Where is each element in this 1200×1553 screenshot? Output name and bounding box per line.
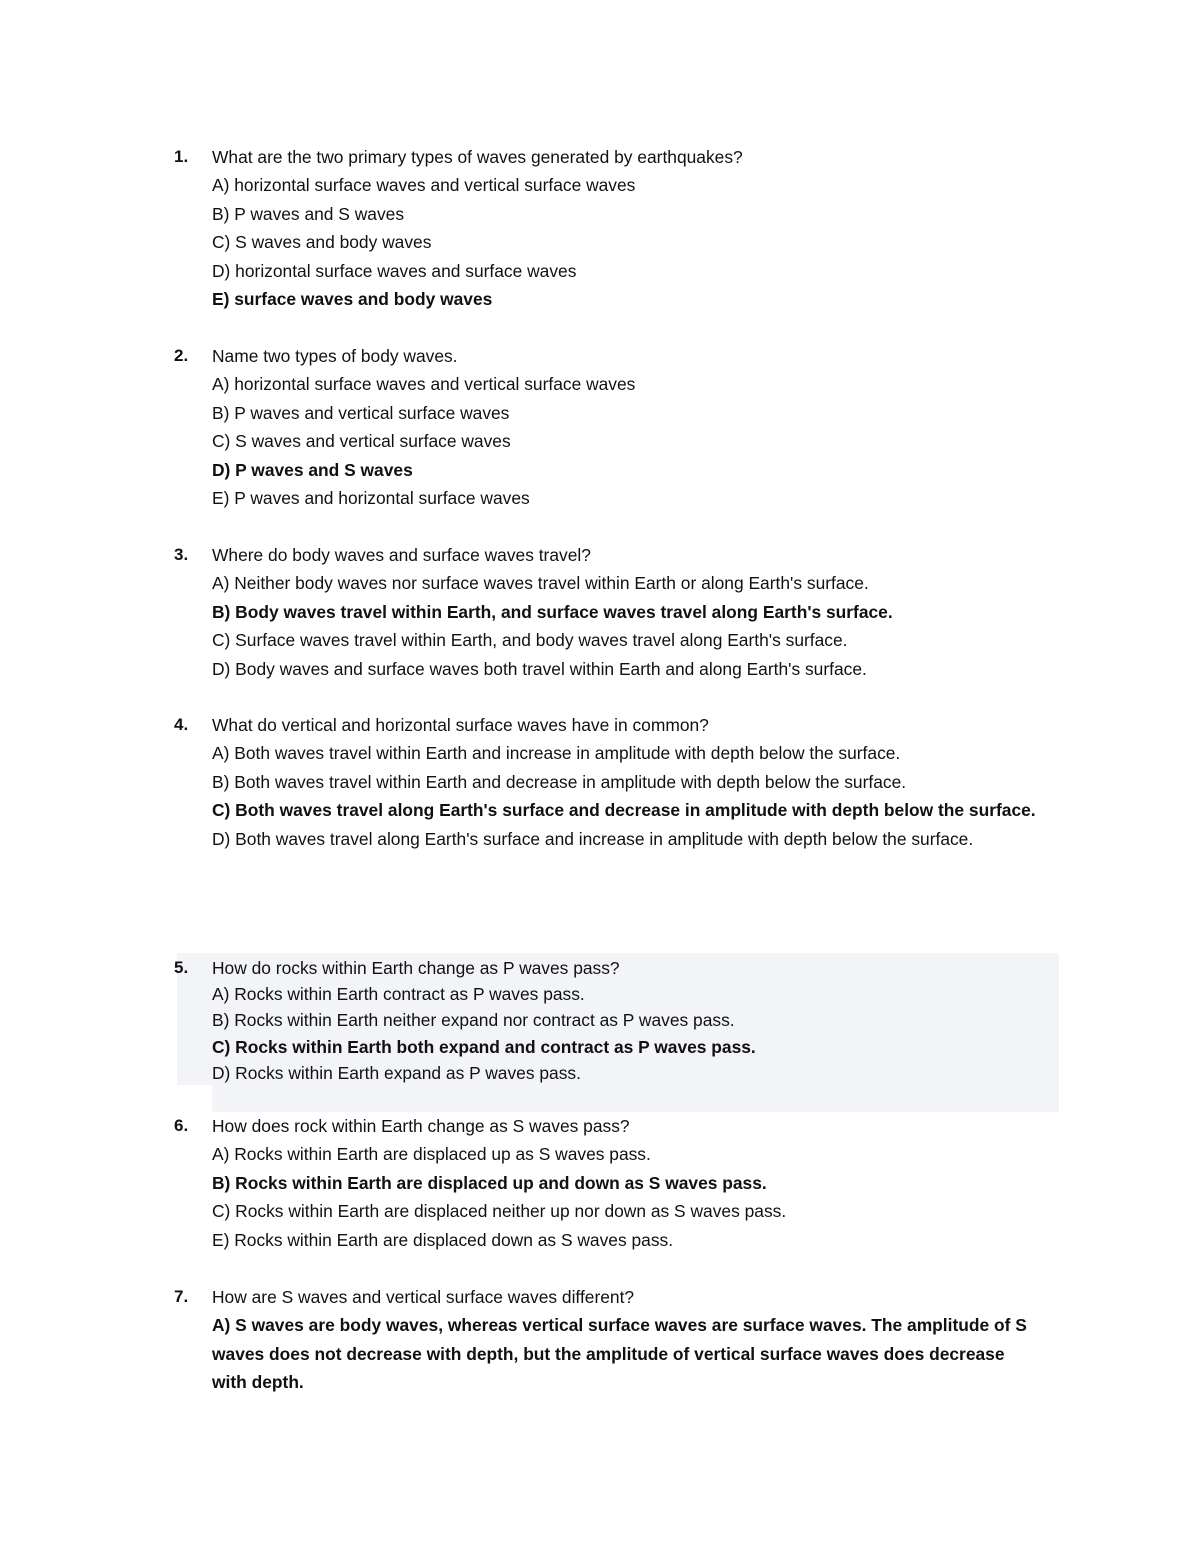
question-number: 2. (174, 346, 189, 365)
option-d-correct: D) P waves and S waves (212, 459, 413, 480)
option-e: E) P waves and horizontal surface waves (212, 488, 530, 509)
option-d: D) Rocks within Earth expand as P waves pass. (212, 1062, 581, 1083)
option-c-correct: C) Both waves travel along Earth's surface and decrease in amplitude with depth below the surface. (212, 800, 1036, 821)
option-b-correct: B) Body waves travel within Earth, and surface waves travel along Earth's surface. (212, 601, 893, 622)
question-text: What are the two primary types of waves generated by earthquakes? (212, 147, 743, 167)
option-a-correct: A) S waves are body waves, whereas vertical surface waves are surface waves. The amplitude of S waves does not decrease with depth, but the amplitude of vertical surface waves does decrease with depth. (212, 1315, 1027, 1393)
option-b: B) P waves and vertical surface waves (212, 402, 510, 423)
option-d: D) Both waves travel along Earth's surface and increase in amplitude with depth below the surface. (212, 828, 974, 849)
option-c: C) Surface waves travel within Earth, and body waves travel along Earth's surface. (212, 630, 848, 651)
question-number: 1. (174, 147, 189, 166)
option-c: C) Rocks within Earth are displaced neither up nor down as S waves pass. (212, 1201, 787, 1222)
option-b: B) P waves and S waves (212, 203, 405, 224)
question-number: 3. (174, 545, 189, 564)
question-number: 5. (174, 958, 189, 977)
option-c: C) S waves and body waves (212, 232, 432, 253)
option-b-correct: B) Rocks within Earth are displaced up and down as S waves pass. (212, 1172, 767, 1193)
option-d: D) horizontal surface waves and surface waves (212, 260, 577, 281)
option-a: A) Rocks within Earth are displaced up as S waves pass. (212, 1144, 651, 1165)
option-a: A) Rocks within Earth contract as P waves pass. (212, 984, 585, 1005)
question-number: 6. (174, 1116, 189, 1135)
highlight-band-tail (212, 1085, 1059, 1112)
question-text: How does rock within Earth change as S waves pass? (212, 1116, 630, 1136)
question-number: 7. (174, 1287, 189, 1306)
option-a: A) Both waves travel within Earth and increase in amplitude with depth below the surface. (212, 743, 901, 764)
option-c-correct: C) Rocks within Earth both expand and contract as P waves pass. (212, 1036, 756, 1057)
option-b: B) Rocks within Earth neither expand nor contract as P waves pass. (212, 1010, 735, 1031)
option-e: E) Rocks within Earth are displaced down as S waves pass. (212, 1229, 674, 1250)
question-text: How are S waves and vertical surface waves different? (212, 1287, 635, 1307)
option-b: B) Both waves travel within Earth and decrease in amplitude with depth below the surface. (212, 771, 907, 792)
question-number: 4. (174, 715, 189, 734)
question-text: Name two types of body waves. (212, 346, 458, 366)
option-c: C) S waves and vertical surface waves (212, 431, 511, 452)
option-d: D) Body waves and surface waves both travel within Earth and along Earth's surface. (212, 658, 867, 679)
option-a: A) Neither body waves nor surface waves travel within Earth or along Earth's surface. (212, 573, 869, 594)
option-a: A) horizontal surface waves and vertical surface waves (212, 374, 636, 395)
question-text: What do vertical and horizontal surface waves have in common? (212, 715, 709, 735)
option-e-correct: E) surface waves and body waves (212, 289, 493, 310)
question-text: How do rocks within Earth change as P waves pass? (212, 958, 620, 978)
option-a: A) horizontal surface waves and vertical surface waves (212, 175, 636, 196)
question-text: Where do body waves and surface waves travel? (212, 545, 591, 565)
